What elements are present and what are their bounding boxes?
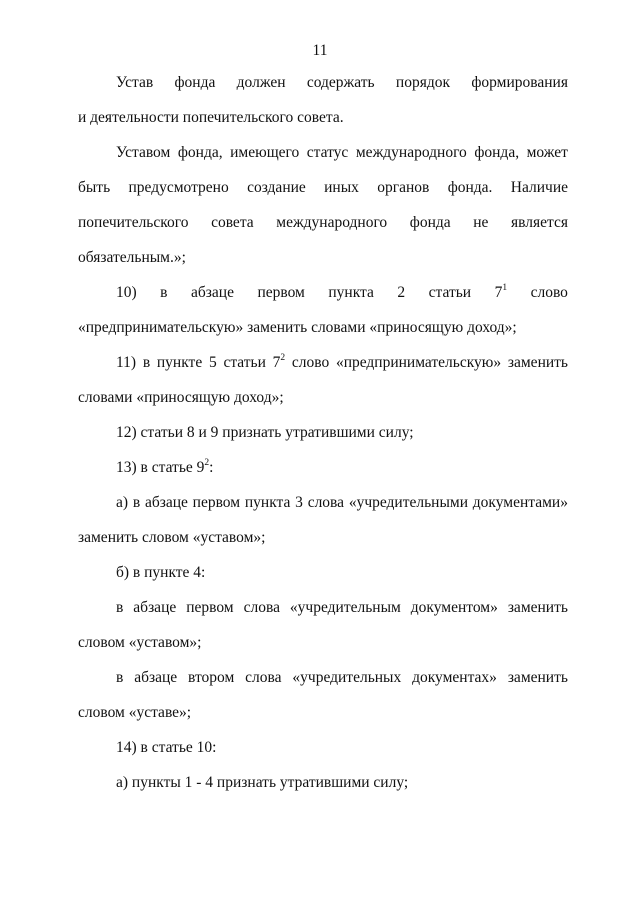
article-superscript: 2 (280, 353, 286, 363)
word: 5 (208, 354, 217, 371)
word: быть (78, 179, 111, 196)
word: является (511, 214, 568, 231)
item-11-line-2: словами «приносящую доход»; (78, 389, 284, 406)
word: международного (355, 144, 467, 161)
word: 11) (116, 354, 137, 371)
item-13 (116, 457, 568, 479)
word: слово (291, 354, 330, 371)
word: фонда (409, 214, 451, 231)
item-13a-line-1 (116, 492, 568, 514)
article-number (495, 282, 508, 304)
word: абзаце (191, 284, 234, 301)
word: должен (236, 74, 286, 91)
word: абзаце (134, 669, 178, 686)
word: не (473, 214, 489, 231)
word: заменить (507, 599, 568, 616)
item-14a: а) пункты 1 - 4 признать утратившими силу; (116, 774, 409, 791)
word: статьи (428, 284, 472, 301)
word: Уставом (116, 144, 171, 161)
item-12: 12) статьи 8 и 9 признать утратившими силу; (116, 424, 414, 441)
item-13b1-line-1 (116, 597, 568, 619)
word: в (132, 494, 141, 511)
word: фонда, (474, 144, 520, 161)
article-number (273, 352, 286, 374)
word: абзаце (144, 494, 188, 511)
word: абзаце (133, 599, 177, 616)
word: может (526, 144, 568, 161)
item-10-line-1 (116, 282, 568, 304)
word: «предпринимательскую» (335, 354, 502, 371)
word: пункта (244, 494, 291, 511)
word: имеющего (230, 144, 300, 161)
item-10-line-2: «предпринимательскую» заменить словами «приносящую доход»; (78, 319, 517, 336)
item-13b2-line-1 (116, 667, 568, 689)
word: слово (530, 284, 568, 301)
page-number: 11 (312, 42, 328, 59)
item-13-suffix: : (209, 459, 214, 476)
word: «учредительных (292, 669, 402, 686)
word: международного (276, 214, 388, 231)
item-13-prefix: 13) в статье 9 (116, 459, 205, 476)
item-13b2-line-2: словом «уставе»; (78, 704, 192, 721)
word: фонда (174, 74, 216, 91)
article-base: 7 (494, 284, 503, 301)
item-13a-line-2: заменить словом «уставом»; (78, 529, 266, 546)
article-superscript: 1 (502, 283, 508, 293)
word: формирования (471, 74, 568, 91)
paragraph-international-line-3 (78, 212, 568, 234)
word: создание (247, 179, 306, 196)
word: Устав (116, 74, 154, 91)
word: фонда, (177, 144, 223, 161)
word: иных (324, 179, 359, 196)
word: попечительского (78, 214, 189, 231)
word: содержать (306, 74, 375, 91)
item-13b1-line-2: словом «уставом»; (78, 634, 202, 651)
word: документами» (472, 494, 568, 511)
word: статус (306, 144, 349, 161)
word: «учредительным (289, 599, 401, 616)
article-superscript: 2 (204, 458, 210, 468)
word: первом (186, 599, 234, 616)
paragraph-international-line-1 (116, 142, 568, 164)
word: 2 (397, 284, 406, 301)
word: предусмотрено (128, 179, 229, 196)
word: документах» (412, 669, 497, 686)
word: органов (377, 179, 430, 196)
word: заменить (507, 354, 568, 371)
word: пункте (156, 354, 203, 371)
word: в (142, 354, 151, 371)
word: совета (211, 214, 254, 231)
word: первом (192, 494, 241, 511)
paragraph-international-line-4: обязательным.»; (78, 249, 186, 266)
word: документом» (410, 599, 498, 616)
word: Наличие (510, 179, 568, 196)
word: в (160, 284, 168, 301)
paragraph-charter-line-1 (116, 72, 568, 94)
item-13b: б) в пункте 4: (116, 564, 206, 581)
paragraph-international-line-2 (78, 177, 568, 199)
word: в (116, 669, 124, 686)
word: слова (307, 494, 345, 511)
word: 3 (295, 494, 303, 511)
word: пункта (328, 284, 374, 301)
word: в (116, 599, 124, 616)
paragraph-charter-line-2: и деятельности попечительского совета. (78, 109, 344, 126)
item-14: 14) в статье 10: (116, 739, 217, 756)
word: 10) (116, 284, 137, 301)
word: статьи (223, 354, 266, 371)
word: а) (116, 494, 129, 511)
word: порядок (395, 74, 451, 91)
word: слова (245, 669, 282, 686)
article-base: 7 (272, 354, 281, 371)
word: втором (188, 669, 235, 686)
item-11-line-1 (116, 352, 568, 374)
word: заменить (507, 669, 568, 686)
word: «учредительными (348, 494, 468, 511)
word: слова (243, 599, 280, 616)
word: фонда. (447, 179, 493, 196)
word: первом (257, 284, 305, 301)
